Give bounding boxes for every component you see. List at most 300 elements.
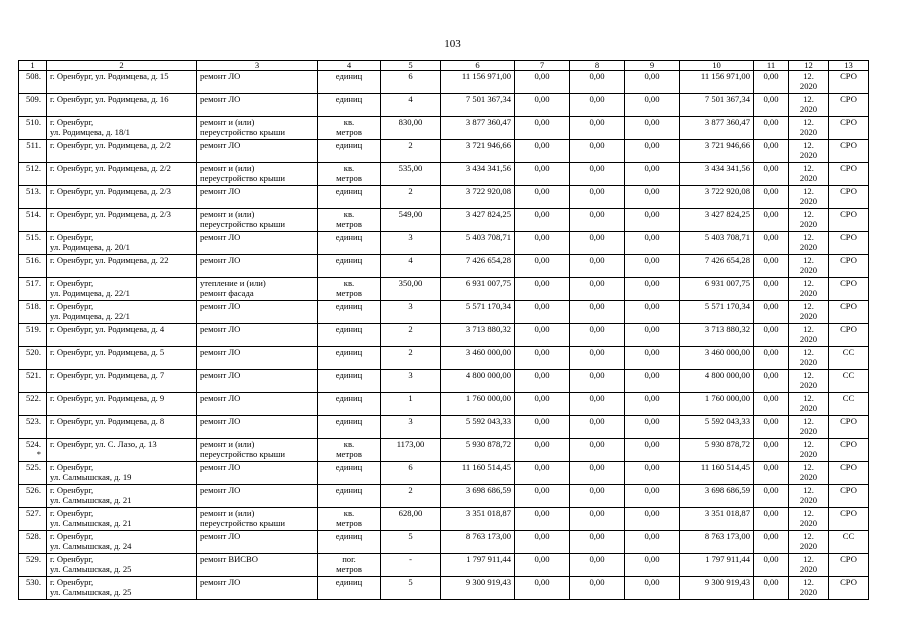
- total-cost-cell: 5 592 043,33: [441, 416, 515, 439]
- address-cell: г. Оренбург, ул. Салмышская, д. 24: [47, 531, 197, 554]
- total-cost-cell: 4 800 000,00: [441, 370, 515, 393]
- table-row: [19, 255, 869, 278]
- volume-cell: 3: [381, 301, 441, 324]
- funds-col9-cell: 0,00: [625, 485, 680, 508]
- funds-col8-cell: 0,00: [570, 393, 625, 416]
- table-row: [19, 324, 869, 347]
- unit-cell: кв. метров: [318, 209, 381, 232]
- funds-col8-cell: 0,00: [570, 71, 625, 94]
- funds-col9-cell: 0,00: [625, 554, 680, 577]
- funds-col8-cell: 0,00: [570, 347, 625, 370]
- total-cost-cell: 7 426 654,28: [441, 255, 515, 278]
- deadline-cell: 12. 2020: [789, 278, 829, 301]
- funds-col10-cell: 11 156 971,00: [680, 71, 754, 94]
- unit-cell: кв. метров: [318, 508, 381, 531]
- deadline-cell: 12. 2020: [789, 71, 829, 94]
- table-row: [19, 71, 869, 94]
- deadline-cell: 12. 2020: [789, 163, 829, 186]
- volume-cell: 628,00: [381, 508, 441, 531]
- table-row: [19, 577, 869, 600]
- funds-col7-cell: 0,00: [515, 577, 570, 600]
- address-cell: г. Оренбург, ул. Родимцева, д. 16: [47, 94, 197, 117]
- column-number-13: 13: [829, 61, 869, 71]
- deadline-cell: 12. 2020: [789, 255, 829, 278]
- table-row: [19, 462, 869, 485]
- address-cell: г. Оренбург, ул. Родимцева, д. 2/2: [47, 140, 197, 163]
- funds-col10-cell: 3 434 341,56: [680, 163, 754, 186]
- funds-col11-cell: 0,00: [754, 324, 789, 347]
- method-cell: СРО: [829, 232, 869, 255]
- column-number-6: 6: [441, 61, 515, 71]
- unit-cell: единиц: [318, 232, 381, 255]
- total-cost-cell: 3 460 000,00: [441, 347, 515, 370]
- row-number: 513.: [19, 186, 47, 209]
- row-number: 509.: [19, 94, 47, 117]
- funds-col8-cell: 0,00: [570, 554, 625, 577]
- method-cell: СРО: [829, 117, 869, 140]
- volume-cell: -: [381, 554, 441, 577]
- funds-col8-cell: 0,00: [570, 186, 625, 209]
- funds-col10-cell: 1 797 911,44: [680, 554, 754, 577]
- funds-col11-cell: 0,00: [754, 278, 789, 301]
- volume-cell: 350,00: [381, 278, 441, 301]
- funds-col7-cell: 0,00: [515, 301, 570, 324]
- funds-col8-cell: 0,00: [570, 416, 625, 439]
- volume-cell: 549,00: [381, 209, 441, 232]
- address-cell: г. Оренбург, ул. Родимцева, д. 18/1: [47, 117, 197, 140]
- funds-col7-cell: 0,00: [515, 416, 570, 439]
- funds-col9-cell: 0,00: [625, 347, 680, 370]
- capital-repair-table: [18, 60, 869, 600]
- unit-cell: единиц: [318, 71, 381, 94]
- funds-col11-cell: 0,00: [754, 117, 789, 140]
- work-type-cell: ремонт ЛО: [197, 255, 318, 278]
- funds-col11-cell: 0,00: [754, 140, 789, 163]
- funds-col9-cell: 0,00: [625, 577, 680, 600]
- row-number: 516.: [19, 255, 47, 278]
- deadline-cell: 12. 2020: [789, 140, 829, 163]
- work-type-cell: ремонт ЛО: [197, 301, 318, 324]
- row-number: 512.: [19, 163, 47, 186]
- unit-cell: единиц: [318, 347, 381, 370]
- work-type-cell: ремонт ЛО: [197, 485, 318, 508]
- row-number: 521.: [19, 370, 47, 393]
- funds-col7-cell: 0,00: [515, 462, 570, 485]
- funds-col8-cell: 0,00: [570, 255, 625, 278]
- row-number: 511.: [19, 140, 47, 163]
- method-cell: СРО: [829, 301, 869, 324]
- column-number-7: 7: [515, 61, 570, 71]
- funds-col8-cell: 0,00: [570, 485, 625, 508]
- work-type-cell: ремонт ЛО: [197, 347, 318, 370]
- unit-cell: единиц: [318, 485, 381, 508]
- work-type-cell: ремонт ВИСВО: [197, 554, 318, 577]
- address-cell: г. Оренбург, ул. Родимцева, д. 20/1: [47, 232, 197, 255]
- funds-col8-cell: 0,00: [570, 94, 625, 117]
- funds-col11-cell: 0,00: [754, 531, 789, 554]
- funds-col10-cell: 1 760 000,00: [680, 393, 754, 416]
- funds-col10-cell: 5 930 878,72: [680, 439, 754, 462]
- deadline-cell: 12. 2020: [789, 370, 829, 393]
- table-row: [19, 370, 869, 393]
- funds-col10-cell: 6 931 007,75: [680, 278, 754, 301]
- work-type-cell: ремонт и (или) переустройство крыши: [197, 209, 318, 232]
- table-row: [19, 232, 869, 255]
- method-cell: СС: [829, 531, 869, 554]
- volume-cell: 4: [381, 255, 441, 278]
- work-type-cell: ремонт ЛО: [197, 186, 318, 209]
- funds-col10-cell: 3 877 360,47: [680, 117, 754, 140]
- deadline-cell: 12. 2020: [789, 117, 829, 140]
- unit-cell: единиц: [318, 94, 381, 117]
- deadline-cell: 12. 2020: [789, 439, 829, 462]
- volume-cell: 3: [381, 370, 441, 393]
- work-type-cell: ремонт ЛО: [197, 462, 318, 485]
- funds-col8-cell: 0,00: [570, 163, 625, 186]
- funds-col11-cell: 0,00: [754, 163, 789, 186]
- address-cell: г. Оренбург, ул. Салмышская, д. 25: [47, 554, 197, 577]
- funds-col11-cell: 0,00: [754, 416, 789, 439]
- row-number: 517.: [19, 278, 47, 301]
- total-cost-cell: 3 713 880,32: [441, 324, 515, 347]
- method-cell: СРО: [829, 255, 869, 278]
- row-number: 526.: [19, 485, 47, 508]
- volume-cell: 830,00: [381, 117, 441, 140]
- column-number-1: 1: [19, 61, 47, 71]
- address-cell: г. Оренбург, ул. Родимцева, д. 22/1: [47, 278, 197, 301]
- deadline-cell: 12. 2020: [789, 485, 829, 508]
- deadline-cell: 12. 2020: [789, 554, 829, 577]
- table-row: [19, 393, 869, 416]
- column-number-8: 8: [570, 61, 625, 71]
- deadline-cell: 12. 2020: [789, 347, 829, 370]
- deadline-cell: 12. 2020: [789, 324, 829, 347]
- total-cost-cell: 5 930 878,72: [441, 439, 515, 462]
- work-type-cell: ремонт ЛО: [197, 140, 318, 163]
- funds-col9-cell: 0,00: [625, 232, 680, 255]
- method-cell: СРО: [829, 485, 869, 508]
- method-cell: СРО: [829, 554, 869, 577]
- funds-col7-cell: 0,00: [515, 186, 570, 209]
- funds-col9-cell: 0,00: [625, 439, 680, 462]
- work-type-cell: ремонт ЛО: [197, 94, 318, 117]
- volume-cell: 1: [381, 393, 441, 416]
- funds-col7-cell: 0,00: [515, 232, 570, 255]
- funds-col9-cell: 0,00: [625, 140, 680, 163]
- deadline-cell: 12. 2020: [789, 301, 829, 324]
- column-number-9: 9: [625, 61, 680, 71]
- total-cost-cell: 3 351 018,87: [441, 508, 515, 531]
- total-cost-cell: 6 931 007,75: [441, 278, 515, 301]
- funds-col9-cell: 0,00: [625, 255, 680, 278]
- volume-cell: 4: [381, 94, 441, 117]
- volume-cell: 6: [381, 71, 441, 94]
- unit-cell: кв. метров: [318, 117, 381, 140]
- deadline-cell: 12. 2020: [789, 416, 829, 439]
- funds-col10-cell: 3 713 880,32: [680, 324, 754, 347]
- funds-col11-cell: 0,00: [754, 301, 789, 324]
- funds-col8-cell: 0,00: [570, 577, 625, 600]
- funds-col7-cell: 0,00: [515, 71, 570, 94]
- unit-cell: кв. метров: [318, 439, 381, 462]
- volume-cell: 1173,00: [381, 439, 441, 462]
- deadline-cell: 12. 2020: [789, 508, 829, 531]
- method-cell: СС: [829, 393, 869, 416]
- funds-col9-cell: 0,00: [625, 531, 680, 554]
- column-number-4: 4: [318, 61, 381, 71]
- row-number: 524. *: [19, 439, 47, 462]
- funds-col11-cell: 0,00: [754, 347, 789, 370]
- funds-col9-cell: 0,00: [625, 117, 680, 140]
- volume-cell: 5: [381, 531, 441, 554]
- funds-col7-cell: 0,00: [515, 324, 570, 347]
- total-cost-cell: 3 877 360,47: [441, 117, 515, 140]
- funds-col11-cell: 0,00: [754, 209, 789, 232]
- funds-col8-cell: 0,00: [570, 232, 625, 255]
- page-number: 103: [444, 38, 461, 50]
- funds-col7-cell: 0,00: [515, 554, 570, 577]
- row-number: 508.: [19, 71, 47, 94]
- work-type-cell: ремонт и (или) переустройство крыши: [197, 439, 318, 462]
- method-cell: СРО: [829, 209, 869, 232]
- address-cell: г. Оренбург, ул. Родимцева, д. 22/1: [47, 301, 197, 324]
- method-cell: СС: [829, 347, 869, 370]
- deadline-cell: 12. 2020: [789, 94, 829, 117]
- work-type-cell: ремонт ЛО: [197, 577, 318, 600]
- funds-col7-cell: 0,00: [515, 140, 570, 163]
- row-number: 515.: [19, 232, 47, 255]
- funds-col7-cell: 0,00: [515, 163, 570, 186]
- funds-col10-cell: 7 501 367,34: [680, 94, 754, 117]
- column-number-5: 5: [381, 61, 441, 71]
- method-cell: СРО: [829, 324, 869, 347]
- row-number: 518.: [19, 301, 47, 324]
- table-row: [19, 117, 869, 140]
- funds-col10-cell: 4 800 000,00: [680, 370, 754, 393]
- funds-col10-cell: 5 403 708,71: [680, 232, 754, 255]
- funds-col8-cell: 0,00: [570, 439, 625, 462]
- total-cost-cell: 1 797 911,44: [441, 554, 515, 577]
- unit-cell: единиц: [318, 531, 381, 554]
- work-type-cell: ремонт и (или) переустройство крыши: [197, 117, 318, 140]
- table-row: [19, 439, 869, 462]
- funds-col8-cell: 0,00: [570, 462, 625, 485]
- volume-cell: 6: [381, 462, 441, 485]
- address-cell: г. Оренбург, ул. Родимцева, д. 5: [47, 347, 197, 370]
- address-cell: г. Оренбург, ул. Салмышская, д. 21: [47, 508, 197, 531]
- volume-cell: 3: [381, 416, 441, 439]
- funds-col11-cell: 0,00: [754, 94, 789, 117]
- funds-col10-cell: 11 160 514,45: [680, 462, 754, 485]
- address-cell: г. Оренбург, ул. Родимцева, д. 4: [47, 324, 197, 347]
- work-type-cell: ремонт ЛО: [197, 393, 318, 416]
- funds-col11-cell: 0,00: [754, 186, 789, 209]
- funds-col8-cell: 0,00: [570, 278, 625, 301]
- funds-col9-cell: 0,00: [625, 71, 680, 94]
- unit-cell: единиц: [318, 370, 381, 393]
- method-cell: СРО: [829, 462, 869, 485]
- funds-col8-cell: 0,00: [570, 324, 625, 347]
- funds-col9-cell: 0,00: [625, 301, 680, 324]
- row-number: 523.: [19, 416, 47, 439]
- total-cost-cell: 7 501 367,34: [441, 94, 515, 117]
- funds-col10-cell: 7 426 654,28: [680, 255, 754, 278]
- method-cell: СРО: [829, 416, 869, 439]
- funds-col8-cell: 0,00: [570, 370, 625, 393]
- volume-cell: 2: [381, 186, 441, 209]
- volume-cell: 3: [381, 232, 441, 255]
- address-cell: г. Оренбург, ул. Родимцева, д. 7: [47, 370, 197, 393]
- table-row: [19, 347, 869, 370]
- funds-col9-cell: 0,00: [625, 462, 680, 485]
- work-type-cell: ремонт ЛО: [197, 531, 318, 554]
- funds-col10-cell: 3 351 018,87: [680, 508, 754, 531]
- deadline-cell: 12. 2020: [789, 462, 829, 485]
- column-number-12: 12: [789, 61, 829, 71]
- funds-col9-cell: 0,00: [625, 163, 680, 186]
- volume-cell: 535,00: [381, 163, 441, 186]
- table-row: [19, 163, 869, 186]
- address-cell: г. Оренбург, ул. Салмышская, д. 19: [47, 462, 197, 485]
- work-type-cell: ремонт ЛО: [197, 416, 318, 439]
- address-cell: г. Оренбург, ул. Родимцева, д. 2/3: [47, 209, 197, 232]
- address-cell: г. Оренбург, ул. С. Лазо, д. 13: [47, 439, 197, 462]
- row-number: 519.: [19, 324, 47, 347]
- method-cell: СРО: [829, 186, 869, 209]
- method-cell: СРО: [829, 163, 869, 186]
- funds-col9-cell: 0,00: [625, 186, 680, 209]
- funds-col7-cell: 0,00: [515, 209, 570, 232]
- funds-col11-cell: 0,00: [754, 232, 789, 255]
- funds-col11-cell: 0,00: [754, 508, 789, 531]
- total-cost-cell: 8 763 173,00: [441, 531, 515, 554]
- address-cell: г. Оренбург, ул. Родимцева, д. 2/3: [47, 186, 197, 209]
- total-cost-cell: 1 760 000,00: [441, 393, 515, 416]
- unit-cell: единиц: [318, 186, 381, 209]
- row-number: 530.: [19, 577, 47, 600]
- row-number: 522.: [19, 393, 47, 416]
- funds-col9-cell: 0,00: [625, 278, 680, 301]
- volume-cell: 5: [381, 577, 441, 600]
- funds-col11-cell: 0,00: [754, 485, 789, 508]
- column-number-3: 3: [197, 61, 318, 71]
- funds-col7-cell: 0,00: [515, 347, 570, 370]
- deadline-cell: 12. 2020: [789, 186, 829, 209]
- row-number: 514.: [19, 209, 47, 232]
- funds-col8-cell: 0,00: [570, 301, 625, 324]
- table-row: [19, 508, 869, 531]
- total-cost-cell: 11 160 514,45: [441, 462, 515, 485]
- funds-col8-cell: 0,00: [570, 140, 625, 163]
- row-number: 510.: [19, 117, 47, 140]
- row-number: 520.: [19, 347, 47, 370]
- total-cost-cell: 3 721 946,66: [441, 140, 515, 163]
- work-type-cell: ремонт ЛО: [197, 370, 318, 393]
- unit-cell: единиц: [318, 462, 381, 485]
- total-cost-cell: 3 722 920,08: [441, 186, 515, 209]
- total-cost-cell: 5 571 170,34: [441, 301, 515, 324]
- work-type-cell: ремонт ЛО: [197, 71, 318, 94]
- column-number-11: 11: [754, 61, 789, 71]
- unit-cell: единиц: [318, 324, 381, 347]
- table-row: [19, 209, 869, 232]
- volume-cell: 2: [381, 324, 441, 347]
- volume-cell: 2: [381, 347, 441, 370]
- funds-col11-cell: 0,00: [754, 71, 789, 94]
- address-cell: г. Оренбург, ул. Родимцева, д. 2/2: [47, 163, 197, 186]
- funds-col11-cell: 0,00: [754, 462, 789, 485]
- funds-col10-cell: 3 427 824,25: [680, 209, 754, 232]
- funds-col7-cell: 0,00: [515, 370, 570, 393]
- funds-col7-cell: 0,00: [515, 508, 570, 531]
- funds-col10-cell: 5 592 043,33: [680, 416, 754, 439]
- method-cell: СС: [829, 370, 869, 393]
- funds-col11-cell: 0,00: [754, 255, 789, 278]
- work-type-cell: ремонт и (или) переустройство крыши: [197, 163, 318, 186]
- funds-col9-cell: 0,00: [625, 94, 680, 117]
- address-cell: г. Оренбург, ул. Родимцева, д. 15: [47, 71, 197, 94]
- method-cell: СРО: [829, 508, 869, 531]
- funds-col8-cell: 0,00: [570, 531, 625, 554]
- funds-col9-cell: 0,00: [625, 508, 680, 531]
- funds-col10-cell: 3 698 686,59: [680, 485, 754, 508]
- table-row: [19, 140, 869, 163]
- funds-col7-cell: 0,00: [515, 94, 570, 117]
- address-cell: г. Оренбург, ул. Родимцева, д. 22: [47, 255, 197, 278]
- table-row: [19, 531, 869, 554]
- work-type-cell: ремонт ЛО: [197, 324, 318, 347]
- deadline-cell: 12. 2020: [789, 531, 829, 554]
- total-cost-cell: 3 427 824,25: [441, 209, 515, 232]
- total-cost-cell: 5 403 708,71: [441, 232, 515, 255]
- total-cost-cell: 3 434 341,56: [441, 163, 515, 186]
- total-cost-cell: 11 156 971,00: [441, 71, 515, 94]
- work-type-cell: ремонт и (или) переустройство крыши: [197, 508, 318, 531]
- row-number: 529.: [19, 554, 47, 577]
- table-row: [19, 485, 869, 508]
- funds-col7-cell: 0,00: [515, 485, 570, 508]
- funds-col11-cell: 0,00: [754, 577, 789, 600]
- unit-cell: единиц: [318, 393, 381, 416]
- deadline-cell: 12. 2020: [789, 393, 829, 416]
- funds-col9-cell: 0,00: [625, 370, 680, 393]
- funds-col8-cell: 0,00: [570, 117, 625, 140]
- unit-cell: единиц: [318, 577, 381, 600]
- funds-col8-cell: 0,00: [570, 209, 625, 232]
- volume-cell: 2: [381, 485, 441, 508]
- table-row: [19, 554, 869, 577]
- funds-col9-cell: 0,00: [625, 209, 680, 232]
- deadline-cell: 12. 2020: [789, 209, 829, 232]
- address-cell: г. Оренбург, ул. Салмышская, д. 21: [47, 485, 197, 508]
- method-cell: СРО: [829, 577, 869, 600]
- total-cost-cell: 9 300 919,43: [441, 577, 515, 600]
- funds-col11-cell: 0,00: [754, 370, 789, 393]
- funds-col10-cell: 3 721 946,66: [680, 140, 754, 163]
- funds-col10-cell: 9 300 919,43: [680, 577, 754, 600]
- funds-col7-cell: 0,00: [515, 393, 570, 416]
- table-row: [19, 278, 869, 301]
- funds-col10-cell: 3 722 920,08: [680, 186, 754, 209]
- deadline-cell: 12. 2020: [789, 232, 829, 255]
- unit-cell: пог. метров: [318, 554, 381, 577]
- method-cell: СРО: [829, 439, 869, 462]
- funds-col7-cell: 0,00: [515, 278, 570, 301]
- method-cell: СРО: [829, 140, 869, 163]
- table-row: [19, 416, 869, 439]
- table-row: [19, 186, 869, 209]
- header-row: [19, 61, 869, 71]
